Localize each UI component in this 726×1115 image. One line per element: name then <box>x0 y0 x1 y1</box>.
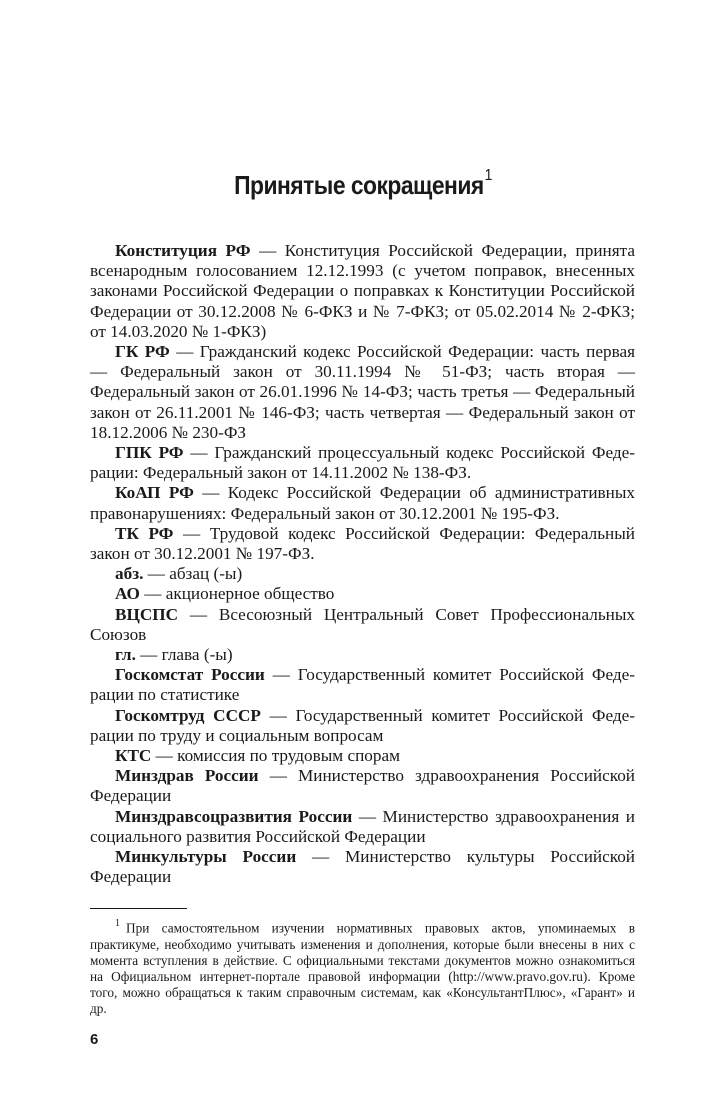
abbreviation-entry <box>90 524 635 564</box>
title-footnote-mark: 1 <box>484 167 492 185</box>
abbreviation-term: Минкультуры России <box>115 847 297 867</box>
footnote <box>90 917 635 1018</box>
abbreviation-term: Конституция РФ <box>115 241 251 260</box>
abbreviation-term: Минздравсоцразвития России <box>115 806 353 826</box>
abbreviation-term: гл. <box>115 645 136 665</box>
abbreviation-entry <box>90 847 635 887</box>
abbreviation-definition: — Государственный комитет Российской Федерации по статистике <box>90 665 635 705</box>
abbreviation-entry <box>90 605 635 645</box>
page-title <box>44 167 683 201</box>
footnotes <box>90 917 635 1018</box>
abbreviation-entry <box>90 807 635 847</box>
footnote-mark: 1 <box>115 918 120 929</box>
abbreviation-entry <box>90 706 635 746</box>
page-number: 6 <box>90 1031 99 1048</box>
abbreviation-term: Минздрав России <box>115 766 259 786</box>
abbreviation-entry <box>90 483 635 523</box>
abbreviation-entry <box>90 766 635 806</box>
abbreviation-definition: — Гражданский процессуальный кодекс Российской Федерации: Федеральный закон от 14.11.2002 № 138-ФЗ. <box>90 443 636 483</box>
abbreviation-entry <box>90 443 635 483</box>
abbreviation-term: ТК РФ <box>115 523 174 543</box>
abbreviation-entry <box>90 645 635 665</box>
abbreviation-definition: — Всесоюзный Центральный Совет Профессиональных Союзов <box>90 604 635 644</box>
abbreviation-entry <box>90 584 635 604</box>
abbreviation-entry <box>90 241 635 342</box>
abbreviation-term: КТС <box>115 746 152 766</box>
abbreviation-definition: — Государственный комитет Российской Федерации по труду и социальным вопросам <box>90 705 635 745</box>
abbreviation-definition: — Конституция Российской Федерации, принята всенародным голосованием 12.12.1993 (с учетом поправок, внесенных законами Российской Федерации о поправках к Конституции Российской Федерации от 30.12.2008 № 6-ФКЗ и № 7-ФКЗ; от 05.02.2014 № 2-ФКЗ; от 14.03.2020 № 1-ФКЗ) <box>90 241 635 341</box>
abbreviation-entry <box>90 746 635 766</box>
abbreviation-definition: — Министерство культуры Российской Федерации <box>90 847 635 887</box>
footnote-text: При самостоятельном изучении нормативных правовых актов, упоминаемых в практикуме, необходимо учитывать изменения и дополнения, которые были внесены в них с момента вступления в действие. С официальными текстами документов можно ознакомиться на Официальном интернет-портале правовой информации (http://www.pravo.gov.ru). Кроме того, можно обращаться к таким справочным системам, как «КонсультантПлюс», «Гарант» и др. <box>90 920 635 1017</box>
abbreviation-definition: — Министерство здравоохранения Российской Федерации <box>90 766 636 806</box>
footnote-divider <box>90 908 187 909</box>
abbreviation-definition: — Кодекс Российской Федерации об административных правонарушениях: Федеральный закон от 30.12.2001 № 195-ФЗ. <box>90 483 635 523</box>
abbreviation-term: ВЦСПС <box>115 604 179 624</box>
abbreviation-definition: — Трудовой кодекс Российской Федерации: Федеральный закон от 30.12.2001 № 197-ФЗ. <box>90 523 635 564</box>
abbreviation-definition: — акционерное общество <box>139 584 335 604</box>
abbreviation-entry <box>90 665 635 705</box>
abbreviations-list <box>90 241 635 888</box>
abbreviation-definition: — Гражданский кодекс Российской Федерации: часть первая — Федеральный закон от 30.11.1994 № 51-ФЗ; часть вторая — Федеральный закон от 26.01.1996 № 14-ФЗ; часть третья — Федеральный закон от 26.11.2001 № 146-ФЗ; часть четвертая — Федеральный закон от 18.12.2006 № 230-ФЗ <box>90 342 635 442</box>
abbreviation-term: абз. <box>115 564 144 584</box>
abbreviation-definition: — глава (-ы) <box>135 645 233 665</box>
abbreviation-definition: — Министерство здравоохранения и социального развития Российской Федерации <box>90 806 635 846</box>
abbreviation-term: Госкомстат России <box>115 665 265 685</box>
abbreviation-entry <box>90 564 635 584</box>
abbreviation-definition: — абзац (-ы) <box>143 564 243 584</box>
abbreviation-entry <box>90 342 635 443</box>
page-title-text: Принятые сокращения <box>234 170 484 200</box>
abbreviation-term: АО <box>115 584 140 604</box>
abbreviation-term: ГК РФ <box>115 342 170 362</box>
abbreviation-term: КоАП РФ <box>115 483 194 503</box>
abbreviation-term: Госкомтруд СССР <box>115 705 261 725</box>
abbreviation-term: ГПК РФ <box>115 443 184 463</box>
abbreviation-definition: — комиссия по трудовым спорам <box>151 746 400 766</box>
